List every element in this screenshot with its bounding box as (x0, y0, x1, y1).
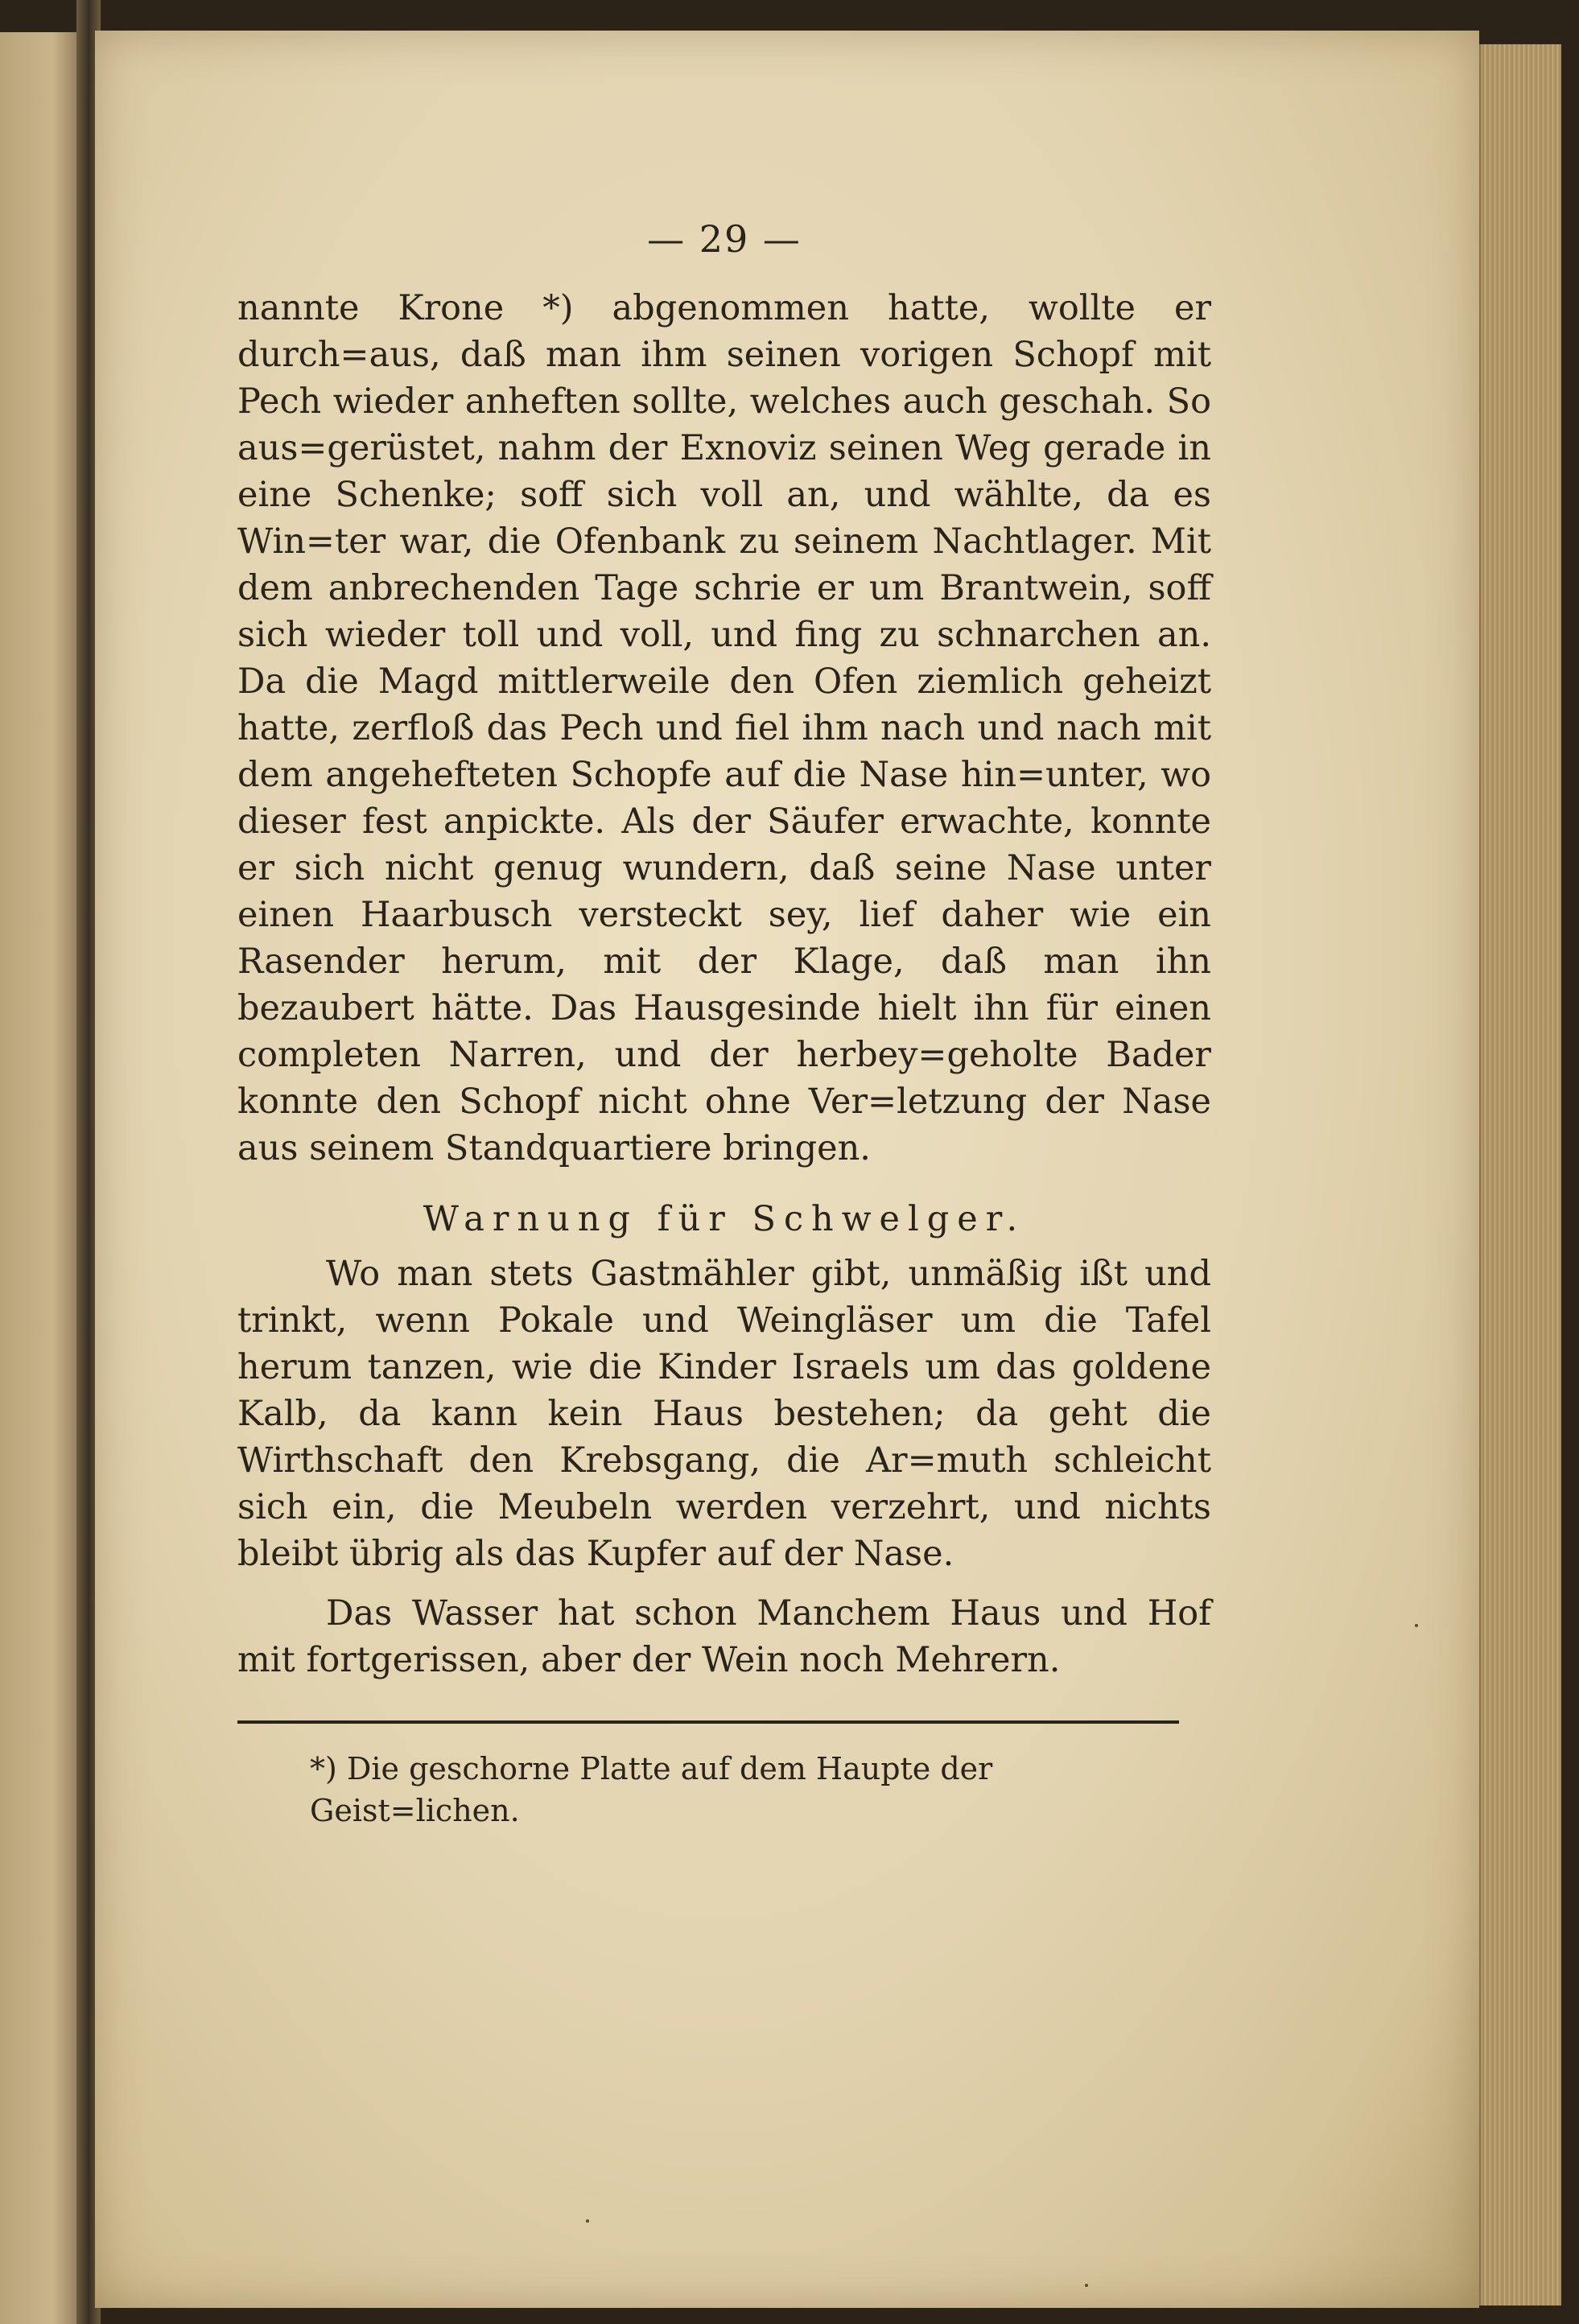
paragraph: nannte Krone *) abgenommen hatte, wollte er durch=aus, daß man ihm seinen vorigen Schopf mit Pech wieder anheften sollte, welches auch geschah. So aus=gerüstet, nahm der Exnoviz seinen Weg gerade in eine Schenke; soff sich voll an, und wählte, da es Win=ter war, die Ofenbank zu seinem Nachtlager. Mit dem anbrechenden Tage schrie er um Brantwein, soff sich wieder toll und voll, und fing zu schnarchen an. Da die Magd mittlerweile den Ofen ziemlich geheizt hatte, zerfloß das Pech und fiel ihm nach und nach mit dem angehefteten Schopfe auf die Nase hin=unter, wo dieser fest anpickte. Als der Säufer erwachte, konnte er sich nicht genug wundern, daß seine Nase unter einen Haarbusch versteckt sey, lief daher wie ein Rasender herum, mit der Klage, daß man ihn bezaubert hätte. Das Hausgesinde hielt ihn für einen completen Narren, und der herbey=geholte Bader konnte den Schopf nicht ohne Ver=letzung der Nase aus seinem Standquartiere bringen. (237, 288, 1211, 1168)
paragraph: Wo man stets Gastmähler gibt, unmäßig ißt und trinkt, wenn Pokale und Weingläser um die Tafel herum tanzen, wie die Kinder Israels um das goldene Kalb, da kann kein Haus bestehen; da geht die Wirthschaft den Krebsgang, die Ar=muth schleicht sich ein, die Meubeln werden verzehrt, und nichts bleibt übrig als das Kupfer auf der Nase. (237, 1254, 1211, 1574)
footnote-rule (237, 1720, 1179, 1724)
paper-speck (1415, 1624, 1418, 1627)
paper-speck (586, 2219, 589, 2223)
section-heading: Warnung für Schwelger. (423, 1199, 1026, 1239)
main-text (237, 285, 1211, 1172)
left-page-edge (0, 32, 89, 2324)
page-edges-stack (1479, 44, 1561, 2305)
page-text-block (237, 217, 1211, 1832)
page-number: — 29 — (647, 217, 802, 261)
footnote: *) Die geschorne Platte auf dem Haupte der Geist=lichen. (310, 1751, 993, 1828)
section-text (237, 1251, 1211, 1683)
paragraph-spacer (237, 1577, 1211, 1590)
paper-speck (1085, 2284, 1088, 2287)
paragraph: Das Wasser hat schon Manchem Haus und Hof mit fortgerissen, aber der Wein noch Mehrern. (237, 1593, 1211, 1680)
